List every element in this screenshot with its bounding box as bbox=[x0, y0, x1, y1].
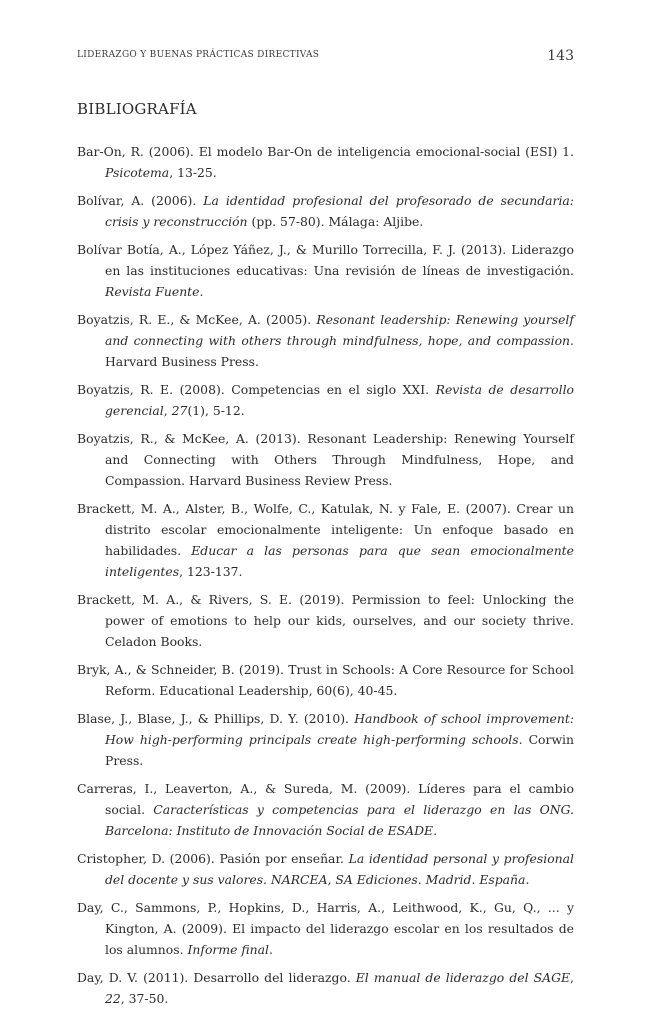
reference-text: Cristopher, D. (2006). Pasión por enseñar. bbox=[77, 851, 349, 866]
reference-text: . bbox=[199, 284, 204, 299]
reference-text: , bbox=[570, 970, 574, 985]
reference-italic-text: La identidad personal y profesional del docente y sus valores. NARCEA, SA Ediciones. Madrid. España bbox=[105, 851, 575, 887]
reference-text: Day, D. V. (2011). Desarrollo del liderazgo. bbox=[77, 970, 356, 985]
reference-text: Bolívar Botía, A., López Yáñez, J., & Murillo Torrecilla, F. J. (2013). Liderazgo en las instituciones educativas: Una revisión de líneas de investigación. bbox=[77, 242, 574, 278]
reference-text: Bar-On, R. (2006). El modelo Bar-On de inteligencia emocional-social (ESI) 1. bbox=[77, 144, 574, 159]
reference-text: Boyatzis, R. E. (2008). Competencias en el siglo XXI. bbox=[77, 382, 436, 397]
reference-entry bbox=[77, 848, 574, 890]
reference-italic-text: 22 bbox=[105, 991, 121, 1006]
reference-text: Brackett, M. A., & Rivers, S. E. (2019). Permission to feel: Unlocking the power of emotions to help our kids, ourselves, and our society thrive. Celadon Books. bbox=[77, 592, 574, 649]
reference-text: Boyatzis, R., & McKee, A. (2013). Resonant Leadership: Renewing Yourself and Connecting with Others Through Mindfulness, Hope, and Compassion. Harvard Business Review Press. bbox=[77, 431, 574, 488]
reference-text: , 123-137. bbox=[179, 564, 243, 579]
reference-text: . bbox=[268, 942, 273, 957]
running-header bbox=[77, 48, 574, 66]
reference-text: . Harvard Business Press. bbox=[105, 333, 574, 369]
reference-text: Boyatzis, R. E., & McKee, A. (2005). bbox=[77, 312, 317, 327]
reference-list bbox=[77, 141, 574, 1016]
reference-text: , 37-50. bbox=[120, 991, 169, 1006]
reference-entry bbox=[77, 778, 574, 841]
reference-entry bbox=[77, 239, 574, 302]
reference-text: Bolívar, A. (2006). bbox=[77, 193, 204, 208]
reference-text: , 13-25. bbox=[169, 165, 217, 180]
reference-entry bbox=[77, 141, 574, 183]
reference-text: Day, C., Sammons, P., Hopkins, D., Harris, A., Leithwood, K., Gu, Q., ... y Kington, A. (2009). El impacto del liderazgo escolar en los resultados de los alumnos. bbox=[77, 900, 574, 957]
reference-italic-text: 27 bbox=[171, 403, 188, 418]
reference-italic-text: Características y competencias para el liderazgo en las ONG. Barcelona: Instituto de Innovación Social de ESADE bbox=[105, 802, 574, 838]
reference-entry bbox=[77, 190, 574, 232]
reference-italic-text: Resonant leadership: Renewing yourself and connecting with others through mindfulness, hope, and compassion bbox=[105, 312, 574, 348]
reference-text: Blase, J., Blase, J., & Phillips, D. Y. (2010). bbox=[77, 711, 355, 726]
reference-text: . bbox=[433, 823, 438, 838]
reference-italic-text: Psicotema bbox=[105, 165, 170, 180]
reference-text: Carreras, I., Leaverton, A., & Sureda, M. (2009). Líderes para el cambio social. bbox=[77, 781, 574, 817]
section-title: BIBLIOGRAFÍA bbox=[77, 100, 197, 118]
reference-text: Brackett, M. A., Alster, B., Wolfe, C., Katulak, N. y Fale, E. (2007). Crear un distrito escolar emocionalmente inteligente: Un enfoque basado en habilidades. bbox=[77, 501, 574, 558]
reference-italic-text: Informe final bbox=[187, 942, 269, 957]
reference-entry bbox=[77, 967, 574, 1009]
reference-text: (1), 5-12. bbox=[187, 403, 245, 418]
page-number: 143 bbox=[547, 48, 574, 64]
reference-italic-text: La identidad profesional del profesorado de secundaria: crisis y reconstrucción bbox=[105, 193, 574, 229]
reference-entry bbox=[77, 379, 574, 421]
reference-entry bbox=[77, 589, 574, 652]
reference-text: . bbox=[525, 872, 530, 887]
reference-italic-text: Revista Fuente bbox=[105, 284, 200, 299]
reference-italic-text: Educar a las personas para que sean emocionalmente inteligentes bbox=[105, 543, 574, 579]
reference-italic-text: Handbook of school improvement: How high-performing principals create high-performing schools bbox=[105, 711, 575, 747]
running-title: LIDERAZGO Y BUENAS PRÁCTICAS DIRECTIVAS bbox=[77, 50, 320, 60]
reference-entry bbox=[77, 498, 574, 582]
reference-italic-text: El manual de liderazgo del SAGE bbox=[355, 970, 571, 985]
reference-text: Bryk, A., & Schneider, B. (2019). Trust in Schools: A Core Resource for School Reform. Educational Leadership, 60(6), 40-45. bbox=[77, 662, 574, 698]
reference-entry bbox=[77, 428, 574, 491]
reference-italic-text: Revista de desarrollo gerencial bbox=[105, 382, 574, 418]
reference-text: . Corwin Press. bbox=[105, 732, 574, 768]
reference-entry bbox=[77, 659, 574, 701]
reference-entry bbox=[77, 897, 574, 960]
reference-entry bbox=[77, 708, 574, 771]
reference-text: , bbox=[163, 403, 172, 418]
reference-entry bbox=[77, 309, 574, 372]
reference-text: (pp. 57-80). Málaga: Aljibe. bbox=[247, 214, 424, 229]
